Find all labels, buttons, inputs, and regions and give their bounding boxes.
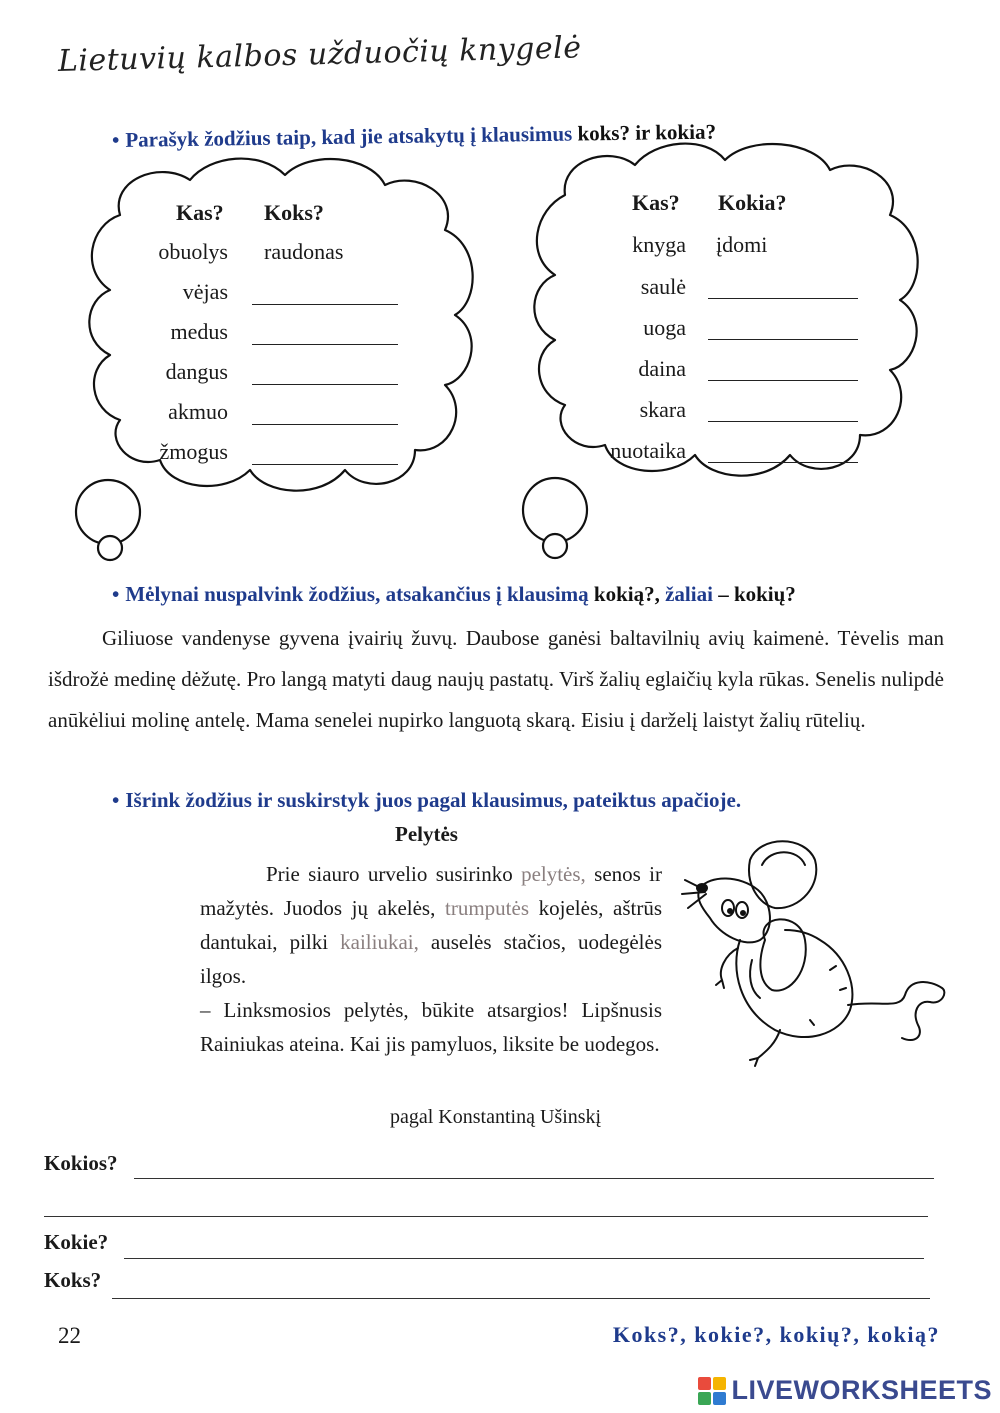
mouse-illustration — [680, 830, 950, 1070]
story-title: Pelytės — [395, 822, 458, 846]
left-answer-blank[interactable] — [252, 384, 398, 385]
liveworksheets-wordmark: LIVEWORKSHEETS — [731, 1375, 992, 1405]
right-noun: saulė — [640, 274, 686, 299]
right-bubble-large — [523, 478, 587, 542]
right-answer-blank[interactable] — [708, 380, 858, 381]
task2-instruction: • Mėlynai nuspalvink žodžius, atsakančius į klausimą kokią?, žaliai – kokių? — [112, 582, 796, 606]
left-noun: medus — [170, 319, 228, 344]
left-bubble-small — [98, 536, 122, 560]
left-noun: dangus — [165, 359, 228, 384]
left-noun: žmogus — [159, 439, 228, 464]
left-bubble-large — [76, 480, 140, 544]
task3-instruction: • Išrink žodžius ir suskirstyk juos pagal klausimus, pateiktus apačioje. — [112, 788, 742, 812]
story-attribution: pagal Konstantiną Ušinskį — [390, 1106, 602, 1128]
answer-line-koks[interactable] — [112, 1298, 930, 1299]
right-answer-blank[interactable] — [708, 421, 858, 422]
right-col1-header: Kas? — [632, 190, 680, 215]
left-noun: akmuo — [168, 399, 228, 424]
liveworksheets-logo-icon — [698, 1377, 726, 1405]
right-noun: skara — [639, 397, 686, 422]
liveworksheets-logo — [698, 1375, 992, 1406]
left-col2-header: Koks? — [264, 200, 324, 225]
question-kokios: Kokios? — [44, 1151, 118, 1175]
question-koks: Koks? — [44, 1268, 102, 1292]
bullet-icon: • — [112, 788, 120, 812]
right-col2-header: Kokia? — [718, 190, 787, 215]
left-answer-blank[interactable] — [252, 344, 398, 345]
story-text: Prie siauro urvelio susirinko pelytės, senos ir mažytės. Juodos jų akelės, trumputės kojelės, aštrūs dantukai, pilki kailiukai, auselės stačios, uodegėlės ilgos. – Linksmosios pelytės, būkite atsargios! Lipšnusis Rainiukas ateina. Kai jis pamyluos, liksite be uodegos. — [200, 862, 663, 1056]
left-noun: obuolys — [158, 239, 228, 264]
right-noun: daina — [638, 356, 686, 381]
right-bubble-small — [543, 534, 567, 558]
right-answer-blank[interactable] — [708, 462, 858, 463]
left-noun: vėjas — [182, 279, 228, 304]
task1-instruction: • Parašyk žodžius taip, kad jie atsakytų į klausimus koks? ir kokia? — [111, 119, 717, 152]
right-answer-blank[interactable] — [708, 298, 858, 299]
left-answer-blank[interactable] — [252, 304, 398, 305]
left-answer-blank[interactable] — [252, 424, 398, 425]
bullet-icon: • — [111, 127, 120, 152]
left-answer: raudonas — [264, 239, 344, 264]
page-number: 22 — [58, 1323, 81, 1348]
question-kokie: Kokie? — [44, 1230, 109, 1254]
left-answer-blank[interactable] — [252, 464, 398, 465]
answer-line-kokios[interactable] — [134, 1178, 934, 1179]
section-title: Koks?, kokie?, kokių?, kokią? — [612, 1322, 940, 1347]
right-noun: nuotaika — [610, 438, 686, 463]
answer-line-kokios-2[interactable] — [44, 1216, 928, 1217]
right-answer: įdomi — [716, 232, 768, 257]
right-answer-blank[interactable] — [708, 339, 858, 340]
answer-line-kokie[interactable] — [124, 1258, 924, 1259]
workbook-title: Lietuvių kalbos užduočių knygelė — [57, 30, 582, 79]
left-col1-header: Kas? — [176, 200, 224, 225]
right-noun: uoga — [643, 315, 686, 340]
coloring-paragraph[interactable]: Giliuose vandenyse gyvena įvairių žuvų. Daubose ganėsi baltavilnių avių kaimenė. Tėvelis man išdrožė medinę dėžutę. Pro langą matyti daug naujų pastatų. Virš žalių eglaičių kyla rūkas. Senelis nulipdė anūkėliui molinę antelę. Mama senelei nupirko languotą skarą. Eisiu į darželį laistyt žalių rūtelių. — [48, 626, 944, 732]
right-noun: knyga — [632, 232, 686, 257]
bullet-icon: • — [112, 582, 120, 606]
